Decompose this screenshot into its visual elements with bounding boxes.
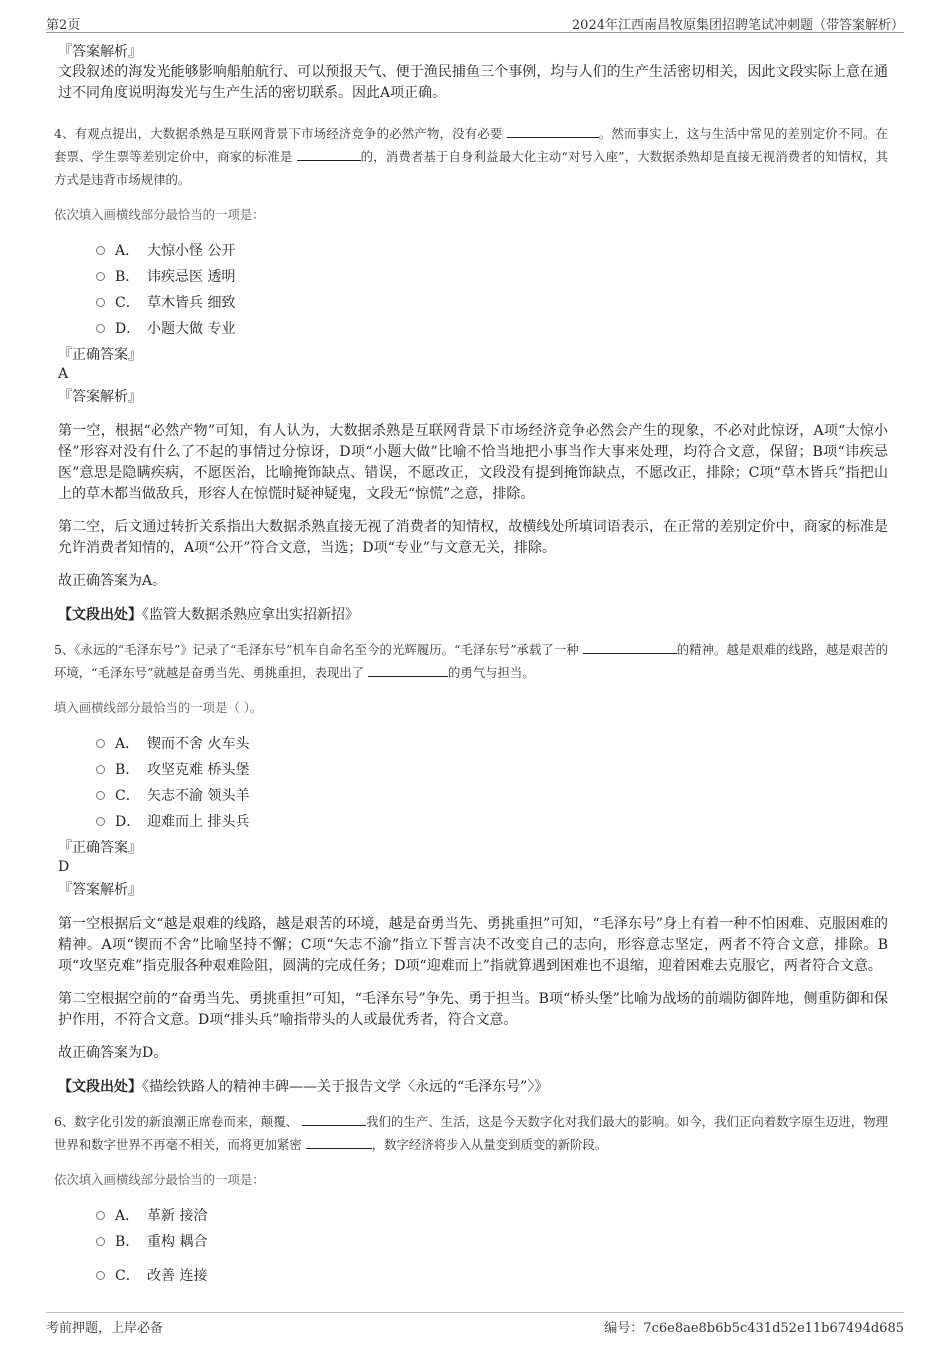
question-instruction: 依次填入画横线部分最恰当的一项是： [54,207,265,222]
analysis-label: 『答案解析』 [58,882,142,898]
question-stem: 5、《永远的“毛泽东号”》记录了“毛泽东号”机车自命名至今的光辉履历。“毛泽东号”承载了一种 的精神。越是艰难的线路，越是艰苦的环境，“毛泽东号”就越是奋勇当先、勇挑重担，表现出了 的勇气与担当。 [54,642,888,680]
correct-answer-label: 『正确答案』 [58,840,142,856]
question-stem: 6、数字化引发的新浪潮正席卷而来，颠覆、 我们的生产、生活，这是今天数字化对我们最大的影响。如今，我们正向着数字原生迈进，物理世界和数字世界不再毫不相关，而将更加紧密 ，数字经济将步入从量变到质变的新阶段。 [54,1114,888,1152]
page-footer [46,1312,904,1338]
option-list [96,1202,888,1288]
footer-slogan: 考前押题，上岸必备 [46,1321,164,1336]
radio-icon[interactable] [96,739,105,748]
analysis-conclusion: 故正确答案为A。 [58,573,167,589]
option-c[interactable]: C． 草木皆兵 细致 [96,289,888,315]
radio-icon[interactable] [96,272,105,281]
page-number: 第2页 [46,18,81,33]
correct-answer: D [58,859,70,875]
correct-answer: A [58,366,69,382]
radio-icon[interactable] [96,246,105,255]
radio-icon[interactable] [96,324,105,333]
radio-icon[interactable] [96,1271,105,1280]
source-citation: 【文段出处】《描绘铁路人的精神丰碑——关于报告文学〈永远的“毛泽东号”〉》 [58,1079,549,1095]
analysis-label: 『答案解析』 [58,44,142,60]
option-b[interactable]: B． 攻坚克难 桥头堡 [96,756,888,782]
option-c[interactable]: C． 矢志不渝 领头羊 [96,782,888,808]
radio-icon[interactable] [96,1237,105,1246]
option-c[interactable]: C． 改善 连接 [96,1262,888,1288]
option-d[interactable]: D． 迎难而上 排头兵 [96,808,888,834]
analysis-paragraph: 第一空根据后文“越是艰难的线路，越是艰苦的环境，越是奋勇当先、勇挑重担”可知，“毛泽东号”身上有着一种不怕困难、克服困难的精神。A项“锲而不舍”比喻坚持不懈；C项“矢志不渝”指立下誓言决不改变自己的志向，形容意志坚定，两者不符合文意，排除。B项“攻坚克难”指克服各种艰难险阻，圆满的完成任务；D项“迎难而上”指就算遇到困难也不退缩，迎着困难去克服它，两者符合文意。 [58,916,888,974]
page-content [54,38,889,1292]
radio-icon[interactable] [96,817,105,826]
fill-blank [507,125,599,138]
option-list [96,237,888,341]
fill-blank [302,1113,366,1126]
option-a[interactable]: A． 锲而不舍 火车头 [96,730,888,756]
option-b[interactable]: B． 讳疾忌医 透明 [96,263,888,289]
radio-icon[interactable] [96,1211,105,1220]
option-d[interactable]: D． 小题大做 专业 [96,315,888,341]
analysis-paragraph: 第二空根据空前的“奋勇当先、勇挑重担”可知，“毛泽东号”争先、勇于担当。B项“桥头堡”比喻为战场的前端防御阵地，侧重防御和保护作用，不符合文意。D项“排头兵”喻指带头的人或最优秀者，符合文意。 [58,991,888,1028]
analysis-text: 文段叙述的海发光能够影响船舶航行、可以预报天气、便于渔民捕鱼三个事例，均与人们的生产生活密切相关，因此文段实际上意在通过不同角度说明海发光与生产生活的密切联系。因此A项正确。 [58,64,888,101]
document-id: 编号：7c6e8ae8b6b5c431d52e11b67494d685 [604,1321,904,1336]
radio-icon[interactable] [96,298,105,307]
fill-blank [583,641,677,654]
radio-icon[interactable] [96,791,105,800]
fill-blank [368,664,448,677]
option-a[interactable]: A． 大惊小怪 公开 [96,237,888,263]
correct-answer-label: 『正确答案』 [58,347,142,363]
option-list [96,730,888,834]
page-header [46,14,904,33]
option-b[interactable]: B． 重构 耦合 [96,1228,888,1254]
analysis-paragraph: 第二空，后文通过转折关系指出大数据杀熟直接无视了消费者的知情权，故横线处所填词语表示，在正常的差别定价中，商家的标准是允许消费者知情的，A项“公开”符合文意，当选；D项“专业”与文意无关，排除。 [58,519,888,556]
fill-blank [297,148,361,161]
source-citation: 【文段出处】《监管大数据杀熟应拿出实招新招》 [58,607,359,623]
analysis-conclusion: 故正确答案为D。 [58,1045,168,1061]
document-title: 2024年江西南昌牧原集团招聘笔试冲刺题（带答案解析） [571,18,904,33]
question-instruction: 填入画横线部分最恰当的一项是（ ）。 [54,700,263,715]
analysis-label: 『答案解析』 [58,389,142,405]
question-instruction: 依次填入画横线部分最恰当的一项是： [54,1172,265,1187]
option-a[interactable]: A． 革新 接洽 [96,1202,888,1228]
question-stem: 4、有观点提出，大数据杀熟是互联网背景下市场经济竞争的必然产物，没有必要 。然而事实上，这与生活中常见的差别定价不同。在套票、学生票等差别定价中，商家的标准是 的，消费者基于自身利益最大化主动“对号入座”，大数据杀熟却是直接无视消费者的知情权，其方式是违背市场规律的。 [54,126,889,187]
analysis-paragraph: 第一空，根据“必然产物”可知，有人认为，大数据杀熟是互联网背景下市场经济竞争必然会产生的现象，不必对此惊讶，A项“大惊小怪”形容对没有什么了不起的事情过分惊讶，D项“小题大做”比喻不恰当地把小事当作大事来处理，均符合文意，保留；B项“讳疾忌医”意思是隐瞒疾病，不愿医治，比喻掩饰缺点、错误，不愿改正，文段没有提到掩饰缺点，不愿改正，排除；C项“草木皆兵”指把山上的草木都当做敌兵，形容人在惊慌时疑神疑鬼，文段无“惊慌”之意，排除。 [58,423,888,502]
radio-icon[interactable] [96,765,105,774]
fill-blank [306,1136,372,1149]
